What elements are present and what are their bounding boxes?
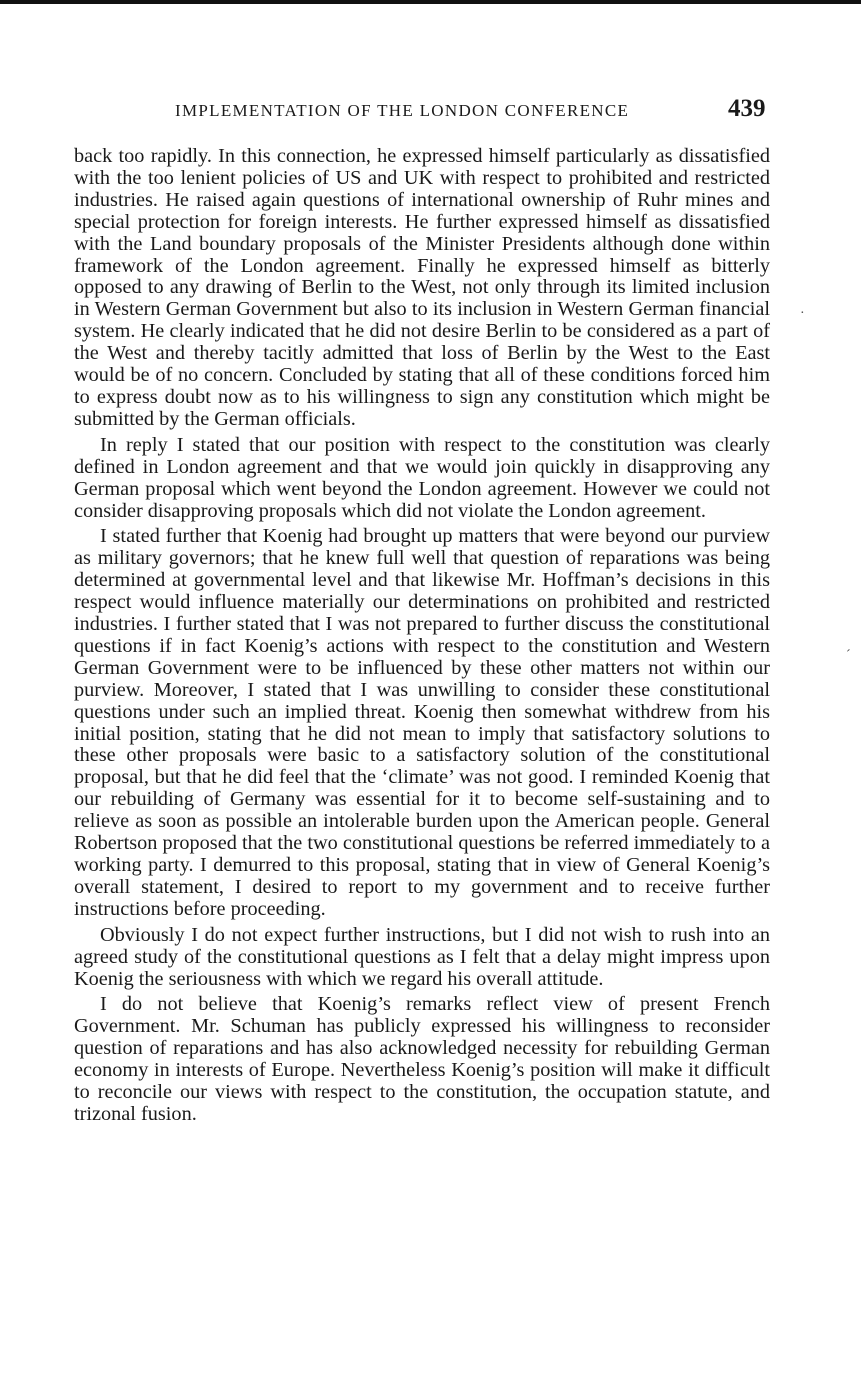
body-text [74,146,770,1130]
paragraph-1: back too rapidly. In this connection, he expressed himself particularly as dissatisfied with the too lenient policies of US and UK with respect to prohibited and restricted industries. He raised again questions of international ownership of Ruhr mines and special protection for foreign interests. He further expressed himself as dissatisfied with the Land boundary proposals of the Minister Presidents although done within framework of the London agreement. Finally he expressed himself as bitterly opposed to any drawing of Berlin to the West, not only through its limited inclusion in Western German Government but also to its inclusion in Western German financial system. He clearly indicated that he did not desire Berlin to be considered as a part of the West and thereby tacitly admitted that loss of Berlin by the West to the East would be of no concern. Concluded by stating that all of these conditions forced him to express doubt now as to his willingness to sign any constitution which might be submitted by the German officials. [74,145,770,430]
top-border-rule [0,0,861,4]
paragraph-5: I do not believe that Koenig’s remarks reflect view of present French Government. Mr. Schuman has publicly expressed his willingness to reconsider question of reparations and has also acknowledged necessity for rebuilding German economy in interests of Europe. Nevertheless Koenig’s position will make it difficult to reconcile our views with respect to the constitution, the occupation statute, and trizonal fusion. [74,993,770,1125]
running-head: IMPLEMENTATION OF THE LONDON CONFERENCE [175,101,630,120]
paragraph-2: In reply I stated that our position with respect to the constitution was clearly defined in London agreement and that we would join quickly in disapproving any German proposal which went beyond the London agreement. However we could not consider disapproving proposals which did not violate the London agreement. [74,433,770,522]
stray-mark: · [800,306,805,321]
page-header [0,95,861,135]
paragraph-3: I stated further that Koenig had brought up matters that were beyond our purview as military governors; that he knew full well that question of reparations was being determined at governmental level and that likewise Mr. Hoffman’s decisions in this respect would influence materially our determinations on prohibited and restricted industries. I further stated that I was not prepared to further discuss the constitutional questions if in fact Koenig’s actions with respect to the constitution and Western German Government were to be influenced by these other matters not within our purview. Moreover, I stated that I was unwilling to consider these constitutional questions under such an implied threat. Koenig then somewhat withdrew from his initial position, stating that he did not mean to imply that satisfactory solutions to these other proposals were basic to a satisfactory solution of the constitutional proposal, but that he did feel that the ‘climate’ was not good. I reminded Koenig that our rebuilding of Germany was essential for it to become self-sustaining and to relieve as soon as possible an intolerable burden upon the American people. General Robertson proposed that the two constitutional questions be referred immediately to a working party. I demurred to this proposal, stating that in view of General Koenig’s overall statement, I desired to report to my government and to receive further instructions before proceeding. [74,525,770,920]
stray-mark: ˊ [846,648,851,663]
page-number: 439 [728,95,766,122]
paragraph-4: Obviously I do not expect further instructions, but I did not wish to rush into an agreed study of the constitutional questions as I felt that a delay might impress upon Koenig the seriousness with which we regard his overall attitude. [74,923,770,990]
